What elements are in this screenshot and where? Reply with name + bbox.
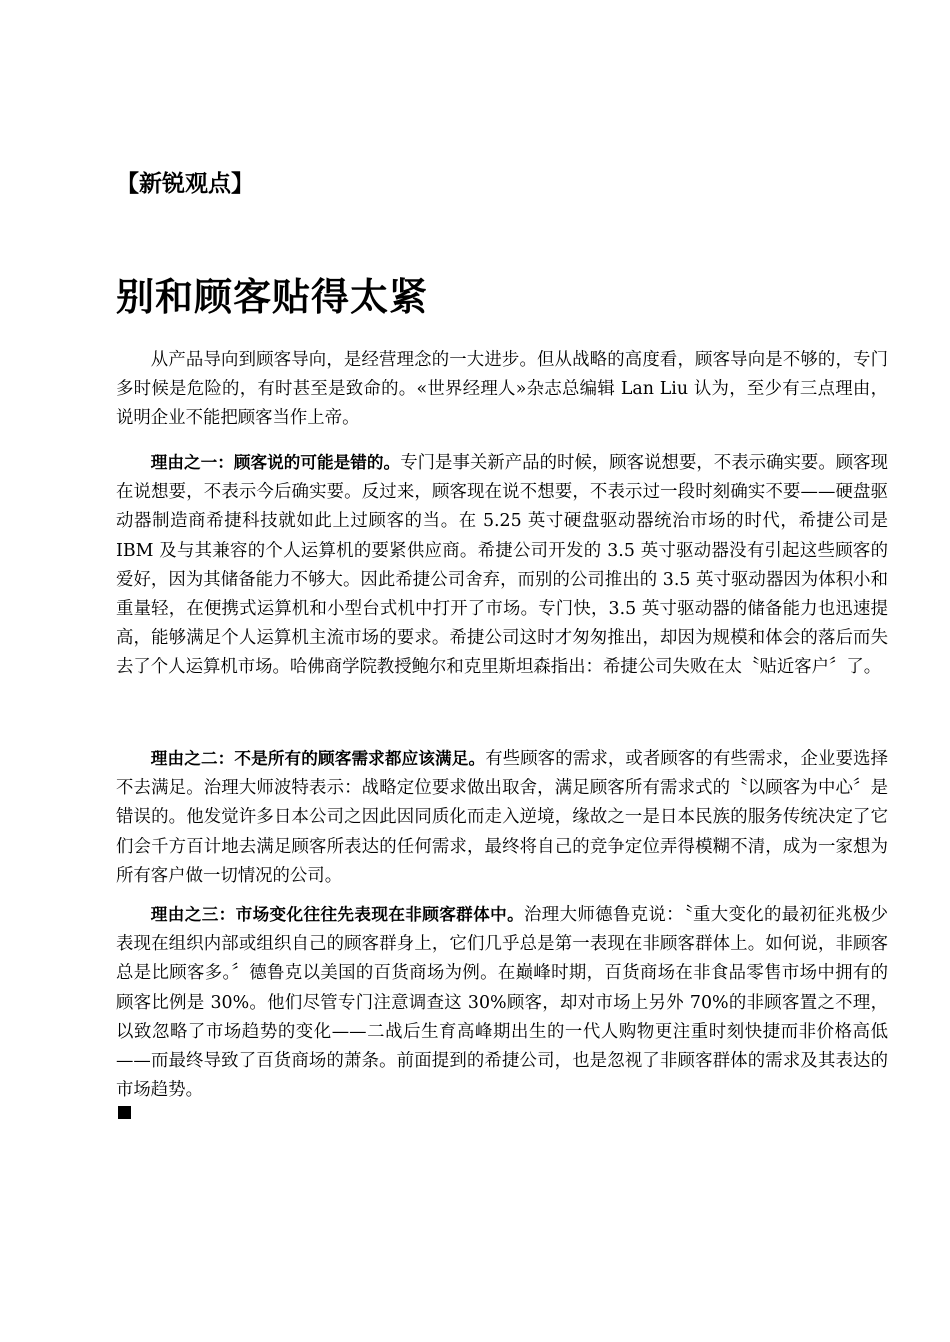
reason-three-paragraph	[116, 900, 888, 1105]
reason-two-body: 有些顾客的需求，或者顾客的有些需求，企业要选择不去满足。治理大师波特表示：战略定位要求做出取舍，满足顾客所有需求式的〝以顾客为中心〞是错误的。他发觉许多日本公司之因此因同质化而走入逆境，缘故之一是日本民族的服务传统决定了它们会千方百计地去满足顾客所表达的任何需求，最终将自己的竞争定位弄得模糊不清，成为一家想为所有客户做一切情况的公司。	[116, 749, 888, 886]
reason-two-heading: 理由之二：不是所有的顾客需求都应该满足。	[150, 749, 486, 768]
reason-three-body: 治理大师德鲁克说：〝重大变化的最初征兆极少表现在组织内部或组织自己的顾客群身上，它们几乎总是第一表现在非顾客群体上。如何说，非顾客总是比顾客多。〞德鲁克以美国的百货商场为例。在巅峰时期，百货商场在非食品零售市场中拥有的顾客比例是 30%。他们尽管专门注意调查这 30%顾客，却对市场上另外 70%的非顾客置之不理，以致忽略了市场趋势的变化——二战后生育高峰期出生的一代人购物更注重时刻快捷而非价格高低——而最终导致了百货商场的萧条。前面提到的希捷公司，也是忽视了非顾客群体的需求及其表达的市场趋势。	[116, 905, 888, 1101]
reason-one-heading: 理由之一：顾客说的可能是错的。	[150, 453, 401, 472]
intro-paragraph: 从产品导向到顾客导向，是经营理念的一大进步。但从战略的高度看，顾客导向是不够的，专门多时候是危险的，有时甚至是致命的。«世界经理人»杂志总编辑 Lan Liu 认为，至少有三点理由，说明企业不能把顾客当作上帝。	[116, 350, 888, 429]
end-square-icon	[118, 1106, 131, 1119]
reason-three-heading: 理由之三：市场变化往往先表现在非顾客群体中。	[150, 905, 525, 924]
reason-two-paragraph	[116, 744, 888, 891]
reason-one-body: 专门是事关新产品的时候，顾客说想要，不表示确实要。顾客现在说想要，不表示今后确实要。反过来，顾客现在说不想要，不表示过一段时刻确实不要——硬盘驱动器制造商希捷科技就如此上过顾客的当。在 5.25 英寸硬盘驱动器统治市场的时代，希捷公司是 IBM 及与其兼容的个人运算机的要紧供应商。希捷公司开发的 3.5 英寸驱动器没有引起这些顾客的爱好，因为其储备能力不够大。因此希捷公司舍弃，而别的公司推出的 3.5 英寸驱动器因为体积小和重量轻，在便携式运算机和小型台式机中打开了市场。专门快，3.5 英寸驱动器的储备能力也迅速提高，能够满足个人运算机主流市场的要求。希捷公司这时才匆匆推出，却因为规模和体会的落后而失去了个人运算机市场。哈佛商学院教授鲍尔和克里斯坦森指出：希捷公司失败在太〝贴近客户〞了。	[116, 453, 888, 678]
reason-one-paragraph	[116, 448, 888, 683]
column-tag: 【新锐观点】	[116, 171, 254, 197]
article-title: 别和顾客贴得太紧	[116, 274, 429, 319]
